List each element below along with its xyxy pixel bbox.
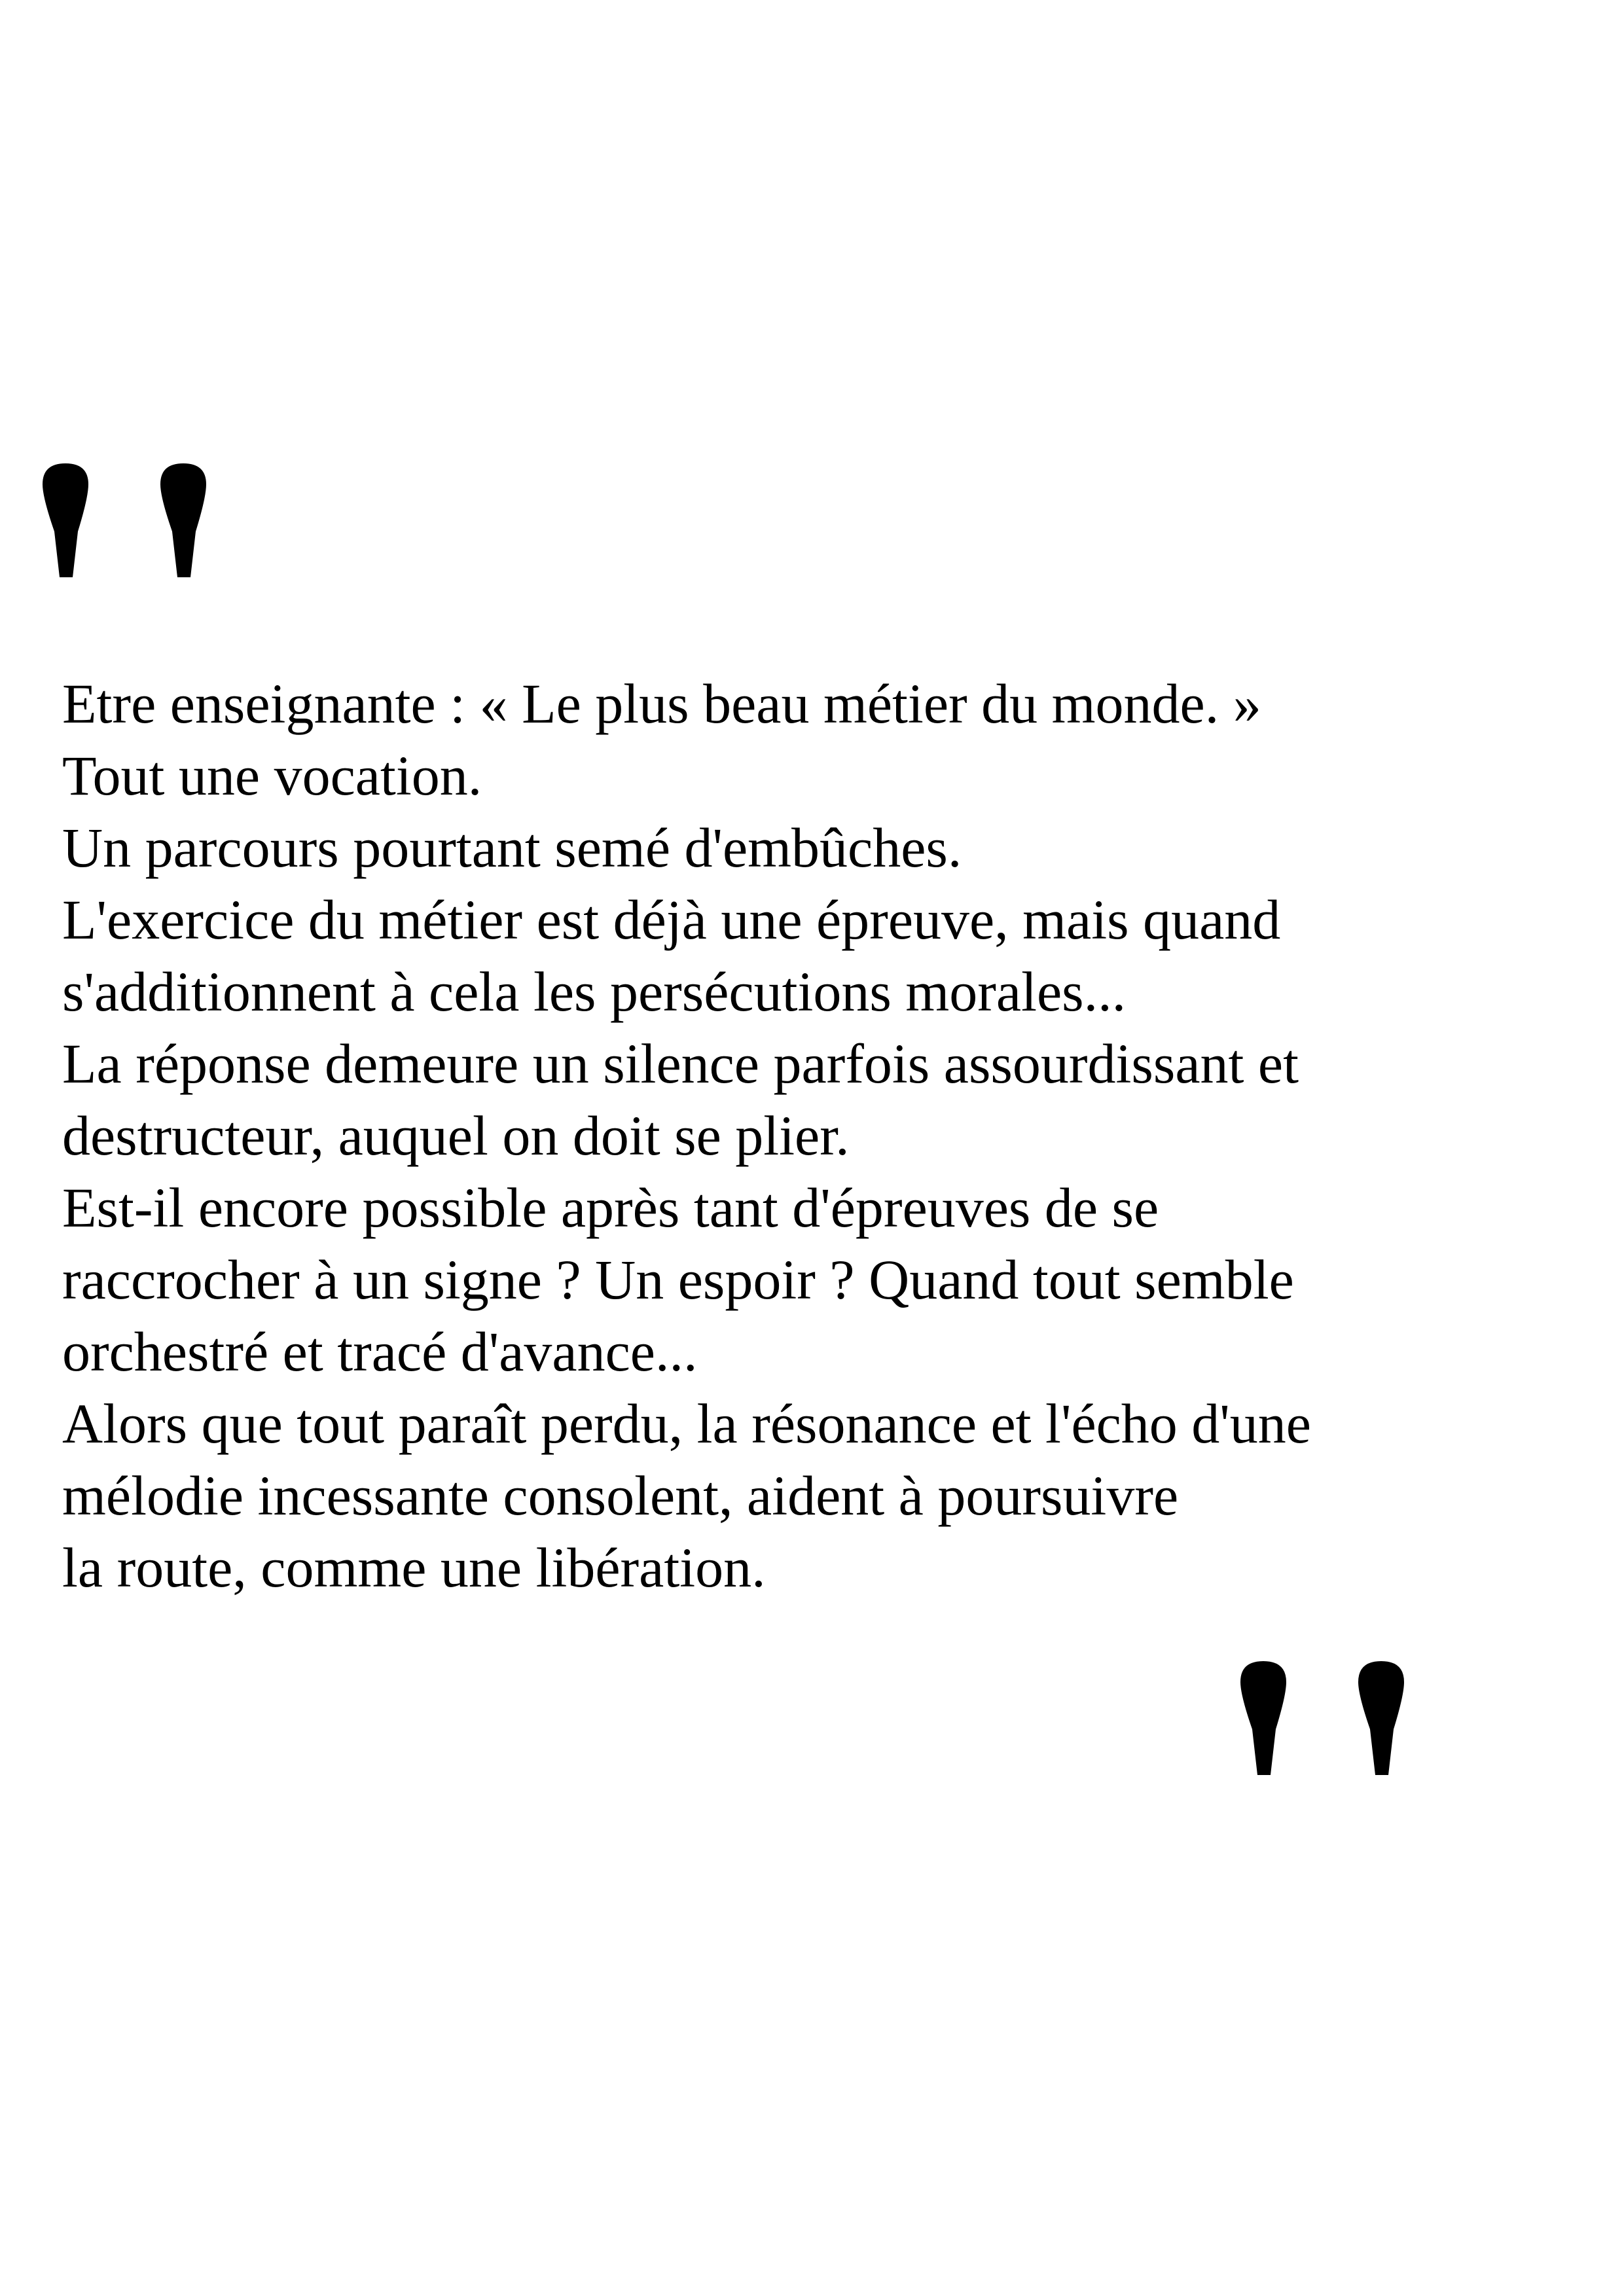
closing-quote-mark-icon <box>1234 1656 1430 1777</box>
text-line: mélodie incessante consolent, aident à poursuivre <box>62 1464 1179 1527</box>
text-line: orchestré et tracé d'avance... <box>62 1320 698 1383</box>
text-line: Un parcours pourtant semé d'embûches. <box>62 816 962 879</box>
text-line: s'additionnent à cela les persécutions morales... <box>62 960 1127 1023</box>
text-line: la route, comme une libération. <box>62 1536 766 1599</box>
text-line: Est-il encore possible après tant d'épreuves de se <box>62 1176 1159 1239</box>
text-line: Etre enseignante : « Le plus beau métier du monde. » <box>62 672 1261 735</box>
quote-text <box>62 668 1535 1604</box>
text-line: Tout une vocation. <box>62 744 482 807</box>
text-line: raccrocher à un signe ? Un espoir ? Quand tout semble <box>62 1248 1294 1311</box>
text-line: Alors que tout paraît perdu, la résonance et l'écho d'une <box>62 1392 1311 1455</box>
opening-quote-mark-icon <box>36 458 232 579</box>
text-line: destructeur, auquel on doit se plier. <box>62 1104 850 1167</box>
text-line: L'exercice du métier est déjà une épreuve, mais quand <box>62 888 1281 951</box>
text-line: La réponse demeure un silence parfois assourdissant et <box>62 1032 1299 1095</box>
